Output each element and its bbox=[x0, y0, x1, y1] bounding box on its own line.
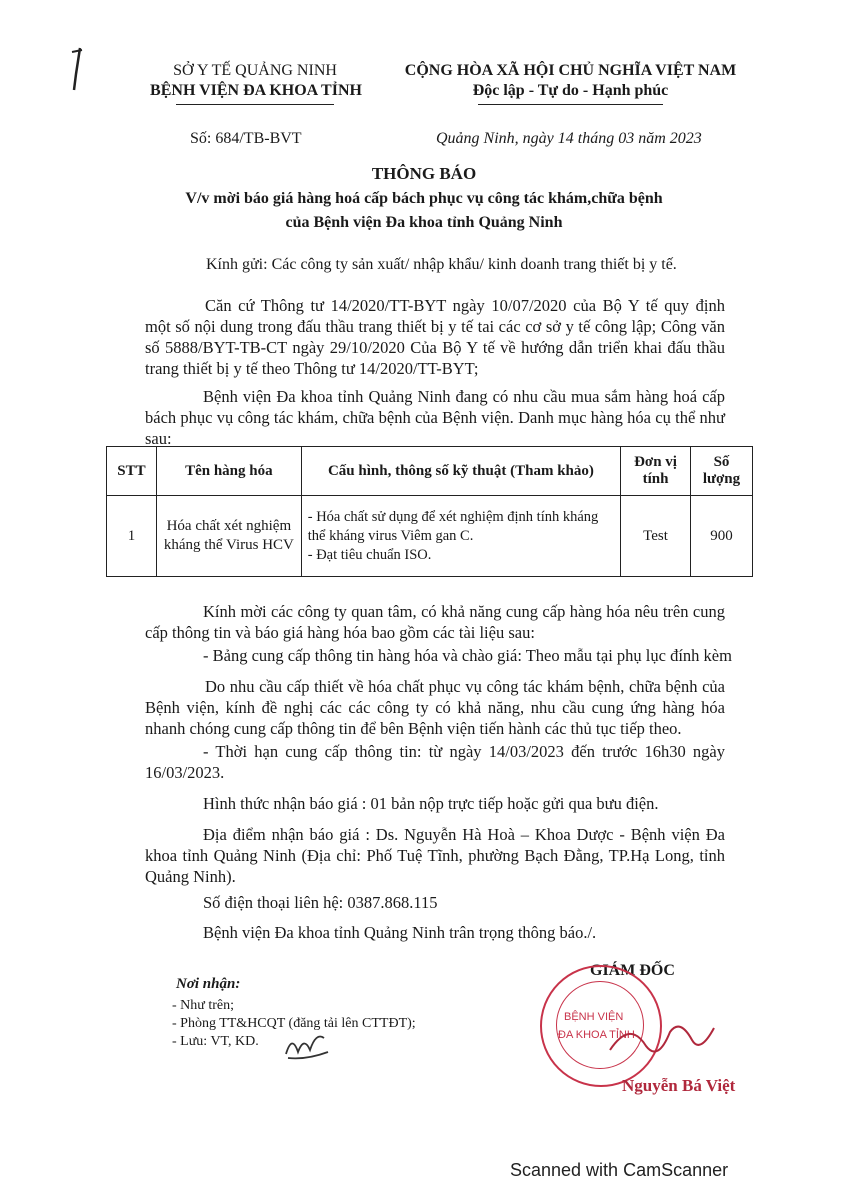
header-stt: STT bbox=[107, 447, 157, 496]
director-signature bbox=[600, 1010, 720, 1070]
cell-spec-line-1: - Hóa chất sử dụng để xét nghiệm định tính kháng thể kháng virus Viêm gan C. bbox=[307, 508, 599, 544]
paragraph-urgency: Do nhu cầu cấp thiết về hóa chất phục vụ công tác khám bệnh, chữa bệnh của Bệnh viện, kính đề nghị các các công ty có khả năng, nhu cầu cung ứng hàng hóa nhanh chóng cung cấp thông tin để bên Bệnh viện tiến hành các thủ tục tiếp theo. bbox=[145, 677, 725, 738]
motto-underline bbox=[478, 104, 663, 105]
cell-qty: 900 bbox=[691, 496, 753, 577]
doc-subject-line-1: V/v mời báo giá hàng hoá cấp bách phục vụ công tác khám,chữa bệnh bbox=[185, 190, 663, 207]
recipient-line: Kính gửi: Các công ty sản xuất/ nhập khẩu/ kinh doanh trang thiết bị y tế. bbox=[206, 256, 677, 273]
paragraph-submission-method: Hình thức nhận báo giá : 01 bản nộp trực tiếp hoặc gửi qua bưu điện. bbox=[203, 794, 659, 813]
paragraph-demand: Bệnh viện Đa khoa tỉnh Quảng Ninh đang có nhu cầu mua sắm hàng hoá cấp bách phục vụ công tác khám, chữa bệnh của Bệnh viện. Danh mục hàng hóa cụ thể như sau: bbox=[145, 387, 725, 448]
cell-spec bbox=[301, 496, 620, 577]
paragraph-submission-location: Địa điểm nhận báo giá : Ds. Nguyễn Hà Hoà – Khoa Dược - Bệnh viện Đa khoa tỉnh Quảng Ninh (Địa chỉ: Phố Tuệ Tĩnh, phường Bạch Đằng, TP.Hạ Long, tỉnh Quảng Ninh). bbox=[145, 825, 725, 886]
recipient-item-2: - Phòng TT&HCQT (đăng tải lên CTTĐT); bbox=[172, 1016, 416, 1031]
recipient-item-3: - Lưu: VT, KD. bbox=[172, 1034, 259, 1049]
cell-unit: Test bbox=[621, 496, 691, 577]
table-row bbox=[107, 496, 753, 577]
table-header-row bbox=[107, 447, 753, 496]
paragraph-attachment: - Bảng cung cấp thông tin hàng hóa và chào giá: Theo mẫu tại phụ lục đính kèm bbox=[203, 646, 732, 665]
motto: Độc lập - Tự do - Hạnh phúc bbox=[472, 82, 669, 99]
scanner-watermark: Scanned with CamScanner bbox=[510, 1160, 729, 1180]
paragraph-phone: Số điện thoại liên hệ: 0387.868.115 bbox=[203, 893, 438, 912]
header-name: Tên hàng hóa bbox=[156, 447, 301, 496]
header-unit bbox=[621, 447, 691, 496]
doc-subject-line-2: của Bệnh viện Đa khoa tỉnh Quảng Ninh bbox=[285, 214, 563, 231]
header-qty bbox=[691, 447, 753, 496]
signer-name: Nguyễn Bá Việt bbox=[622, 1076, 736, 1095]
cell-spec-line-2: - Đạt tiêu chuẩn ISO. bbox=[307, 546, 432, 563]
cell-stt: 1 bbox=[107, 496, 157, 577]
paragraph-invitation: Kính mời các công ty quan tâm, có khả năng cung cấp hàng hóa nêu trên cung cấp thông tin và báo giá hàng hóa bao gồm các tài liệu sau: bbox=[145, 602, 725, 642]
paragraph-closing: Bệnh viện Đa khoa tỉnh Quảng Ninh trân trọng thông báo./. bbox=[203, 923, 597, 942]
header-qty-line-1: Số bbox=[713, 454, 730, 470]
header-spec: Cấu hình, thông số kỹ thuật (Tham khảo) bbox=[301, 447, 620, 496]
signature-title: GIÁM ĐỐC bbox=[590, 962, 675, 979]
recipient-item-1: - Như trên; bbox=[172, 998, 235, 1013]
org-name: BỆNH VIỆN ĐA KHOA TỈNH bbox=[150, 82, 362, 99]
goods-table bbox=[106, 446, 753, 577]
cell-name bbox=[156, 496, 301, 577]
recipients-heading: Nơi nhận: bbox=[176, 976, 241, 992]
country-name: CỘNG HÒA XÃ HỘI CHỦ NGHĨA VIỆT NAM bbox=[404, 62, 737, 79]
org-parent: SỞ Y TẾ QUẢNG NINH bbox=[173, 62, 337, 79]
initial-signature bbox=[282, 1028, 332, 1062]
paragraph-legal-basis: Căn cứ Thông tư 14/2020/TT-BYT ngày 10/07/2020 của Bộ Y tế quy định một số nội dung trong đấu thầu trang thiết bị y tế tai các cơ sở y tế công lập; Công văn số 5888/BYT-TB-CT ngày 29/10/2020 Của Bộ Y tế về hướng dẫn triển khai đấu thầu trang thiết bị y tế theo Thông tư 14/2020/TT-BYT; bbox=[145, 296, 725, 378]
handwritten-mark bbox=[66, 44, 88, 94]
org-underline bbox=[176, 104, 334, 105]
doc-title: THÔNG BÁO bbox=[371, 164, 477, 183]
doc-number: Số: 684/TB-BVT bbox=[190, 130, 302, 147]
header-unit-line-2: tính bbox=[642, 471, 669, 487]
date-line: Quảng Ninh, ngày 14 tháng 03 năm 2023 bbox=[436, 130, 702, 147]
header-unit-line-1: Đơn vị bbox=[634, 454, 677, 470]
seal-text-line-1: BỆNH VIỆN bbox=[564, 1011, 624, 1023]
seal-text-line-2: ĐA KHOA TỈNH bbox=[558, 1029, 635, 1041]
header-qty-line-2: lượng bbox=[702, 471, 741, 487]
cell-name-line-2: kháng thể Virus HCV bbox=[163, 537, 294, 553]
cell-name-line-1: Hóa chất xét nghiệm bbox=[166, 518, 292, 534]
paragraph-deadline: - Thời hạn cung cấp thông tin: từ ngày 14/03/2023 đến trước 16h30 ngày 16/03/2023. bbox=[145, 742, 725, 782]
